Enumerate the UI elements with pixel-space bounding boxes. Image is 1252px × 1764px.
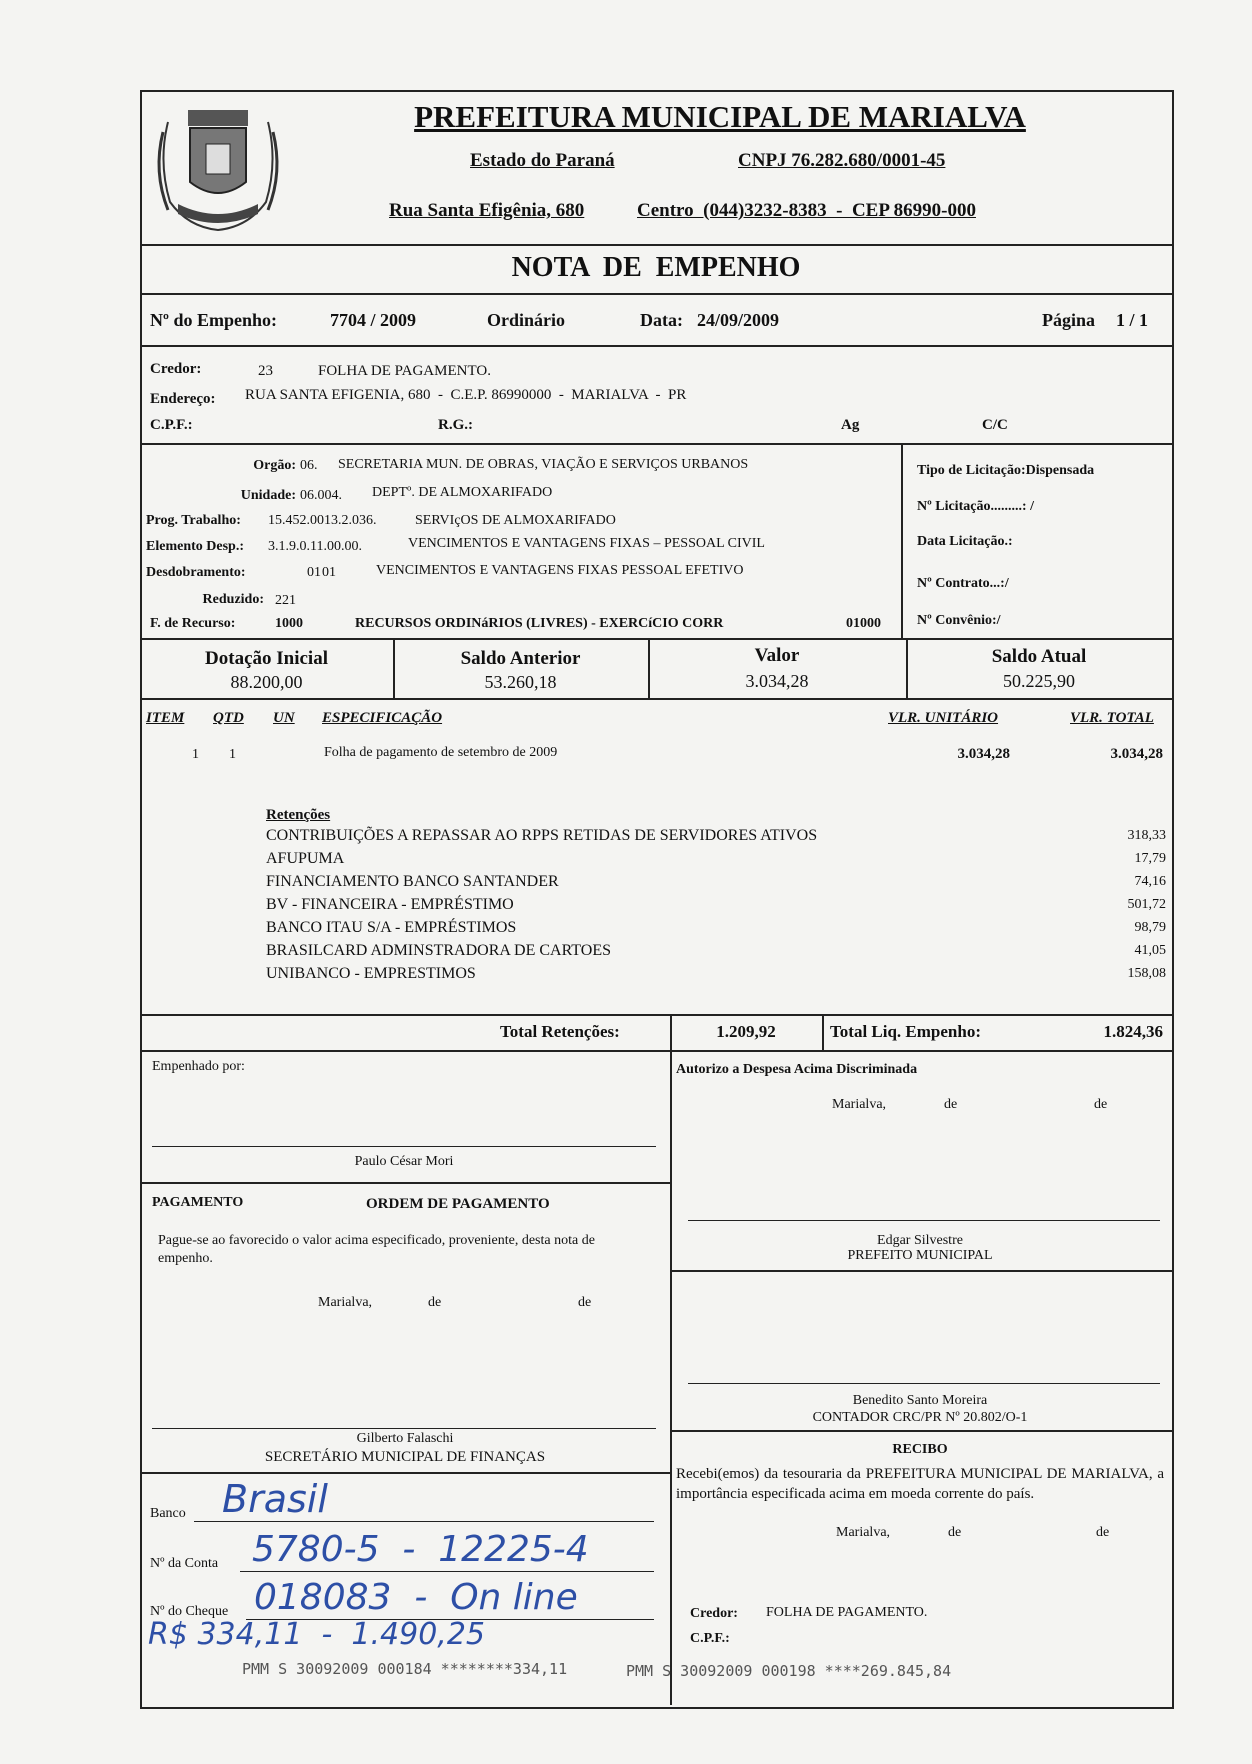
recibo-text: Recebi(emos) da tesouraria da PREFEITURA MUNICIPAL DE MARIALVA, a importância especificada acima em moeda corrente do país. (676, 1466, 1164, 1502)
mechanical-stamp-1: PMM S 30092009 000184 ********334,11 (242, 1660, 568, 1678)
list-item: BANCO ITAU S/A - EMPRÉSTIMOS 98,79 (266, 919, 1166, 936)
dotacao-value: 88.200,00 (230, 672, 303, 692)
contador-name: Benedito Santo Moreira (852, 1393, 988, 1408)
total-retencoes-label: Total Retenções: (500, 1022, 620, 1041)
credor-address: RUA SANTA EFIGENIA, 680 - C.E.P. 86990000 - MARIALVA - PR (245, 387, 687, 403)
list-item: BV - FINANCEIRA - EMPRÉSTIMO 501,72 (266, 896, 1166, 913)
elemento-name: VENCIMENTOS E VANTAGENS FIXAS – PESSOAL CIVIL (408, 536, 765, 551)
municipal-coat-of-arms-icon (148, 92, 288, 240)
recurso-code: 1000 (275, 616, 303, 631)
extra-values-handwritten: R$ 334,11 - 1.490,25 (148, 1617, 486, 1652)
list-item: FINANCIAMENTO BANCO SANTANDER 74,16 (266, 873, 1166, 890)
credor-code: 23 (258, 363, 273, 379)
col-vlr-total: VLR. TOTAL (1070, 710, 1154, 726)
valor-value: 3.034,28 (745, 671, 809, 691)
unidade-code: 06.004. (300, 488, 342, 503)
list-item: BRASILCARD ADMINSTRADORA DE CARTOES 41,05 (266, 942, 1166, 959)
desdobramento-code-2: 01 (322, 565, 336, 580)
total-liquido-value: 1.824,36 (1103, 1022, 1163, 1041)
doc-title: NOTA DE EMPENHO (511, 252, 801, 283)
page-number: 1 / 1 (1116, 310, 1149, 330)
retencoes-title: Retenções (266, 807, 331, 823)
pagamento-text: Pague-se ao favorecido o valor acima especificado, proveniente, desta nota de empenho. (158, 1233, 595, 1266)
autorizo-label: Autorizo a Despesa Acima Discriminada (676, 1062, 918, 1077)
convenio-number: Nº Convênio:/ (917, 613, 1001, 628)
retencoes-list (266, 825, 1166, 986)
cpf-label: C.P.F.: (150, 417, 193, 433)
conta-label: Nº da Conta (150, 1556, 219, 1571)
reduzido-value: 221 (275, 593, 296, 608)
secretario-title: SECRETÁRIO MUNICIPAL DE FINANÇAS (264, 1449, 546, 1465)
rg-label: R.G.: (438, 417, 473, 433)
prog-label: Prog. Trabalho: (146, 513, 241, 528)
header-title: PREFEITURA MUNICIPAL DE MARIALVA (414, 99, 1026, 134)
ag-label: Ag (841, 417, 860, 433)
col-qtd: QTD (213, 710, 244, 726)
item-number: 1 (192, 747, 199, 762)
empenho-number-label: Nº do Empenho: (150, 310, 277, 330)
recibo-cpf-label: C.P.F.: (690, 1631, 730, 1646)
recurso-code-2: 01000 (846, 616, 881, 631)
elemento-label: Elemento Desp.: (146, 539, 244, 554)
saldo-anterior-value: 53.260,18 (484, 672, 557, 692)
credor-name: FOLHA DE PAGAMENTO. (318, 363, 491, 379)
cheque-handwritten: 018083 - On line (254, 1577, 578, 1618)
prog-code: 15.452.0013.2.036. (268, 513, 377, 528)
header-state: Estado do Paraná (470, 150, 615, 171)
licitacao-data: Data Licitação.: (917, 534, 1013, 549)
licitacao-tipo: Tipo de Licitação:Dispensada (917, 463, 1095, 478)
empenhado-name: Paulo César Mori (354, 1154, 454, 1169)
unidade-name: DEPTº. DE ALMOXARIFADO (372, 485, 553, 500)
prefeito-name: Edgar Silvestre (877, 1233, 963, 1248)
item-especificacao: Folha de pagamento de setembro de 2009 (324, 745, 558, 760)
cc-label: C/C (982, 417, 1008, 433)
mechanical-stamp-2: PMM S 30092009 000198 ****269.845,84 (626, 1662, 952, 1680)
reduzido-label: Reduzido: (202, 592, 264, 607)
empenhado-label: Empenhado por: (152, 1059, 245, 1074)
banco-handwritten: Brasil (222, 1477, 328, 1521)
list-item: CONTRIBUIÇÕES A REPASSAR AO RPPS RETIDAS DE SERVIDORES ATIVOS 318,33 (266, 827, 1166, 844)
banco-label: Banco (150, 1506, 186, 1521)
empenho-date-label: Data: (640, 310, 683, 330)
header-cnpj: CNPJ 76.282.680/0001-45 (738, 150, 946, 171)
credor-label: Credor: (150, 361, 202, 377)
prog-name: SERVIçOS DE ALMOXARIFADO (415, 513, 616, 528)
pagamento-de-2: de (578, 1295, 592, 1310)
list-item: AFUPUMA 17,79 (266, 850, 1166, 867)
valor-label: Valor (754, 645, 800, 666)
header-contact: Centro (044)3232-8383 - CEP 86990-000 (637, 200, 976, 221)
prefeito-title: PREFEITO MUNICIPAL (847, 1248, 993, 1263)
autorizo-de-2: de (1094, 1097, 1108, 1112)
recibo-credor-name: FOLHA DE PAGAMENTO. (766, 1605, 928, 1620)
col-especificacao: ESPECIFICAÇÃO (322, 710, 443, 726)
contador-title: CONTADOR CRC/PR Nº 20.802/O-1 (812, 1410, 1028, 1425)
ordem-pagamento-title: ORDEM DE PAGAMENTO (366, 1196, 550, 1212)
saldo-anterior-label: Saldo Anterior (460, 648, 581, 669)
saldo-atual-label: Saldo Atual (991, 646, 1087, 667)
empenho-date: 24/09/2009 (697, 310, 780, 330)
orgao-code: 06. (300, 458, 318, 473)
secretario-name: Gilberto Falaschi (356, 1431, 454, 1446)
desdobramento-code-1: 01 (307, 565, 321, 580)
col-item: ITEM (146, 710, 185, 726)
item-vlr-unitario: 3.034,28 (957, 746, 1010, 762)
recibo-title: RECIBO (892, 1442, 948, 1457)
contrato-number: Nº Contrato...:/ (917, 576, 1009, 591)
orgao-name: SECRETARIA MUN. DE OBRAS, VIAÇÃO E SERVIÇOS URBANOS (338, 457, 749, 472)
unidade-label: Unidade: (240, 488, 296, 503)
empenho-type: Ordinário (487, 310, 566, 330)
pagamento-de-1: de (428, 1295, 442, 1310)
recibo-de-2: de (1096, 1525, 1110, 1540)
recibo-de-1: de (948, 1525, 962, 1540)
total-liquido-label: Total Liq. Empenho: (830, 1022, 981, 1041)
header-address: Rua Santa Efigênia, 680 (389, 200, 585, 221)
autorizo-city: Marialva, (832, 1097, 887, 1112)
licitacao-numero: Nº Licitação.........: / (917, 499, 1034, 514)
recibo-city: Marialva, (836, 1525, 891, 1540)
orgao-label: Orgão: (253, 458, 296, 473)
pagamento-city: Marialva, (318, 1295, 373, 1310)
item-vlr-total: 3.034,28 (1110, 746, 1163, 762)
conta-handwritten: 5780-5 - 12225-4 (252, 1529, 589, 1570)
cheque-label: Nº do Cheque (150, 1604, 229, 1619)
desdobramento-label: Desdobramento: (146, 565, 246, 580)
recurso-name: RECURSOS ORDINáRIOS (LIVRES) - EXERCíCIO CORR (355, 616, 724, 631)
list-item: UNIBANCO - EMPRESTIMOS 158,08 (266, 965, 1166, 982)
autorizo-de-1: de (944, 1097, 958, 1112)
dotacao-label: Dotação Inicial (205, 648, 328, 669)
desdobramento-name: VENCIMENTOS E VANTAGENS FIXAS PESSOAL EFETIVO (376, 563, 744, 578)
col-vlr-unitario: VLR. UNITÁRIO (888, 710, 999, 726)
item-qtd: 1 (229, 747, 236, 762)
page-label: Página (1042, 310, 1096, 330)
pagamento-label: PAGAMENTO (152, 1195, 244, 1210)
col-un: UN (273, 710, 295, 726)
empenho-number: 7704 / 2009 (330, 310, 417, 330)
saldo-atual-value: 50.225,90 (1003, 671, 1075, 691)
recurso-label: F. de Recurso: (150, 616, 236, 631)
recibo-credor-label: Credor: (690, 1606, 738, 1621)
total-retencoes-value: 1.209,92 (716, 1022, 776, 1041)
address-label: Endereço: (150, 391, 216, 407)
elemento-code: 3.1.9.0.11.00.00. (268, 539, 362, 554)
